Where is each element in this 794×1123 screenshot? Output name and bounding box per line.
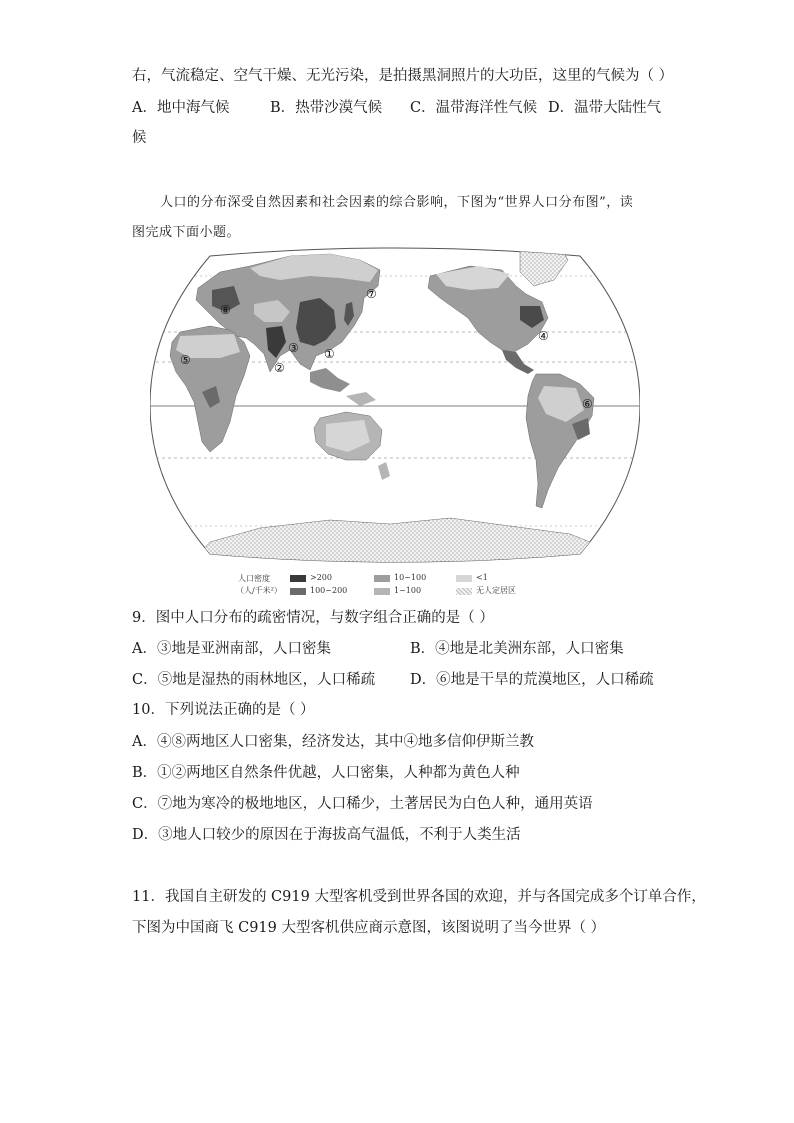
q8-option-a: A．地中海气候 [132,100,230,116]
q10-option-b: B．①②两地区自然条件优越，人口密集，人种都为黄色人种 [132,765,520,781]
world-population-map [150,246,640,564]
legend-item-gt200 [290,573,332,583]
q9-stem: 9．图中人口分布的疏密情况，与数字组合正确的是（ ） [132,610,494,626]
legend-label: 无人定居区 [476,586,516,595]
legend-label: 1~100 [394,586,422,595]
q8-tail: 右，气流稳定、空气干燥、无光污染，是拍摄黑洞照片的大功臣，这里的气候为（ ） [132,68,674,84]
q11-line-1: 11．我国自主研发的 C919 大型客机受到世界各国的欢迎，并与各国完成多个订单合作， [132,889,706,905]
q10-option-c: C．⑦地为寒冷的极地地区，人口稀少，土著居民为白色人种，通用英语 [132,796,593,812]
q8-option-d: D．温带大陆性气 [548,100,662,116]
q10-stem: 10．下列说法正确的是（ ） [132,702,315,718]
legend-swatch [290,588,306,595]
legend-swatch [374,588,390,595]
q9-option-c: C．⑤地是湿热的雨林地区，人口稀疏 [132,672,376,688]
q10-option-a: A．④⑧两地区人口密集，经济发达，其中④地多信仰伊斯兰教 [132,734,534,750]
q8-option-c: C．温带海洋性气候 [410,100,538,116]
legend-label: 10~100 [394,573,427,582]
intro-line-2: 图完成下面小题。 [132,225,241,240]
q8-option-d-wrap: 候 [132,130,147,146]
legend-item-uninhabited [456,586,516,596]
legend-label: <1 [476,573,488,582]
intro-line-1: 人口的分布深受自然因素和社会因素的综合影响，下图为“世界人口分布图”，读 [160,195,634,210]
q8-option-b: B．热带沙漠气候 [270,100,383,116]
marker-8: ⑧ [220,303,231,317]
legend-swatch [374,575,390,582]
q9-option-a: A．③地是亚洲南部，人口密集 [132,641,331,657]
marker-2: ② [274,361,285,375]
legend-swatch [456,575,472,582]
legend-label: >200 [310,573,332,582]
legend-swatch [456,588,472,595]
marker-3: ③ [288,341,299,355]
legend-item-100-200 [290,586,347,596]
marker-5: ⑤ [180,353,191,367]
q9-option-d: D．⑥地是干旱的荒漠地区，人口稀疏 [410,672,654,688]
legend-swatch [290,575,306,582]
marker-1: ① [324,347,335,361]
legend-title-2: （人/千米²） [236,586,282,595]
map-svg [150,246,640,564]
legend-item-10-100 [374,573,426,583]
map-legend [236,572,536,600]
q11-line-2: 下图为中国商飞 C919 大型客机供应商示意图，该图说明了当今世界（ ） [132,920,606,936]
marker-4: ④ [538,329,549,343]
marker-7: ⑦ [366,287,377,301]
q10-option-d: D．③地人口较少的原因在于海拔高气温低，不利于人类生活 [132,827,521,843]
legend-label: 100~200 [310,586,348,595]
legend-title-1: 人口密度 [238,574,270,583]
marker-6: ⑥ [582,397,593,411]
q9-option-b: B．④地是北美洲东部，人口密集 [410,641,624,657]
legend-item-1-100 [374,586,421,596]
legend-item-lt1 [456,573,488,583]
